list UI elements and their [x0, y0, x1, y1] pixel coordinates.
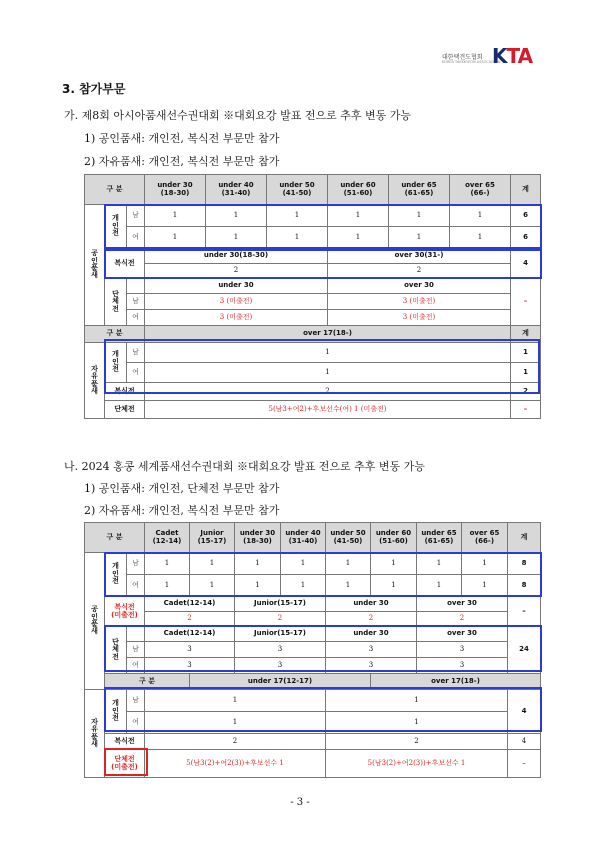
label-team: 단체전 (미출전) — [105, 750, 145, 778]
col-head: under 30 (18-30) — [145, 175, 206, 205]
total-cell: 8 — [508, 575, 541, 597]
label-male: 남 — [127, 642, 145, 658]
part-b-item-2: 2) 자유품새: 개인전, 복식전 부문만 참가 — [84, 504, 280, 517]
cell: 3 — [326, 642, 417, 658]
col-head: under 30 (18-30) — [235, 523, 281, 553]
cell: 1 — [206, 227, 267, 249]
label-gongin-poomsae: 공 인 품 새 — [85, 205, 105, 326]
cell: 3 — [235, 642, 326, 658]
cell: 3 — [417, 642, 508, 658]
cell: 1 — [235, 575, 281, 597]
col-head: under 50 (41-50) — [267, 175, 328, 205]
cell: 1 — [326, 575, 371, 597]
total-cell: – — [508, 750, 541, 778]
part-a-title: 가. 제8회 아시아품새선수권대회 ※대회요강 발표 전으로 추후 변동 가능 — [64, 109, 411, 122]
cell: 1 — [450, 227, 511, 249]
total-cell: 6 — [511, 227, 541, 249]
cell: 1 — [145, 205, 206, 227]
label-pairs: 복식전 (미출전) — [105, 597, 145, 627]
group-head: over 30 — [328, 279, 511, 294]
label-male: 남 — [127, 294, 145, 310]
cell: 1 — [267, 205, 328, 227]
col-head: under 17(12-17) — [190, 674, 371, 690]
label-individual: 개 인 전 — [105, 690, 127, 734]
cell: 1 — [417, 575, 462, 597]
col-head: under 65 (61-65) — [417, 523, 462, 553]
cell: 1 — [326, 712, 508, 734]
cell: 1 — [328, 227, 389, 249]
cell: 1 — [145, 227, 206, 249]
total-cell: 24 — [508, 627, 541, 674]
cell: 5(남3(2)+여2(3))+후보선수 1 — [145, 750, 326, 778]
cell: 1 — [371, 575, 417, 597]
group-head: over 30(31-) — [328, 249, 511, 264]
cell: 3 — [145, 658, 235, 674]
label-male: 남 — [127, 205, 145, 227]
group-head: over 30 — [417, 627, 508, 642]
total-cell: – — [508, 597, 541, 627]
label-individual: 개 인 전 — [105, 553, 127, 597]
cell: 3 (미출전) — [145, 310, 328, 326]
total-cell: – — [511, 279, 541, 326]
col-head: under 60 (51-60) — [371, 523, 417, 553]
group-head: Junior(15-17) — [235, 597, 326, 612]
cell: 2 — [326, 612, 417, 627]
label-pairs: 복식전 — [105, 383, 145, 401]
col-head: over 17(18-) — [371, 674, 541, 690]
cell: 1 — [462, 553, 508, 575]
cell: 2 — [145, 734, 326, 750]
label-male: 남 — [127, 690, 145, 712]
header-total: 계 — [508, 523, 541, 553]
cell: 3 — [235, 658, 326, 674]
cell: 1 — [326, 553, 371, 575]
cell: 1 — [389, 205, 450, 227]
group-head: under 30 — [145, 279, 328, 294]
group-head: Cadet(12-14) — [145, 597, 235, 612]
cell: 1 — [190, 575, 235, 597]
logo-org-name: 대한택견도협회 — [442, 54, 483, 61]
logo-mark: KTA — [492, 44, 533, 68]
page-number: - 3 - — [290, 797, 310, 808]
header-gubun: 구 분 — [85, 326, 145, 343]
cell: 1 — [389, 227, 450, 249]
cell: 2 — [145, 383, 511, 401]
label-individual: 개 인 전 — [105, 343, 127, 383]
col-head: over 65 (66-) — [462, 523, 508, 553]
logo-org-sub: KOREA TAEKKYEON ASSOCIATION — [442, 60, 501, 64]
group-head: Cadet(12-14) — [145, 627, 235, 642]
cell: 1 — [417, 553, 462, 575]
header-gubun: 구 분 — [105, 674, 190, 690]
cell: 1 — [328, 205, 389, 227]
cell: 2 — [328, 264, 511, 279]
part-b-item-1: 1) 공인품새: 개인전, 단체전 부문만 참가 — [84, 482, 280, 495]
col-head: under 40 (31-40) — [206, 175, 267, 205]
cell: 2 — [417, 612, 508, 627]
cell: 3 (미출전) — [328, 310, 511, 326]
cell: 1 — [326, 690, 508, 712]
header-total: 계 — [511, 175, 541, 205]
col-head: under 65 (61-65) — [389, 175, 450, 205]
cell: 1 — [145, 553, 190, 575]
cell: 1 — [206, 205, 267, 227]
cell: 1 — [145, 575, 190, 597]
cell: 1 — [145, 712, 326, 734]
cell: 1 — [281, 575, 326, 597]
part-a-item-2: 2) 자유품새: 개인전, 복식전 부문만 참가 — [84, 155, 280, 168]
col-head: over 65 (66-) — [450, 175, 511, 205]
total-cell: 4 — [508, 734, 541, 750]
cell: 1 — [450, 205, 511, 227]
col-head: Cadet (12-14) — [145, 523, 190, 553]
cell: 2 — [145, 264, 328, 279]
cell: 1 — [145, 343, 511, 363]
label-team: 단 체 전 — [105, 279, 127, 326]
cell: 2 — [326, 734, 508, 750]
col-head: under 50 (41-50) — [326, 523, 371, 553]
label-female: 여 — [127, 658, 145, 674]
cell: 2 — [145, 612, 235, 627]
total-cell: 1 — [511, 343, 541, 363]
part-b-title: 나. 2024 홍콩 세계품새선수권대회 ※대회요강 발표 전으로 추후 변동 가능 — [64, 460, 425, 473]
cell: 3 — [145, 642, 235, 658]
total-cell: – — [511, 401, 541, 419]
group-head: under 30(18-30) — [145, 249, 328, 264]
total-cell: 8 — [508, 553, 541, 575]
label-female: 여 — [127, 712, 145, 734]
label-free-poomsae: 자 유 품 새 — [85, 690, 105, 778]
col-head: under 60 (51-60) — [328, 175, 389, 205]
cell: 1 — [145, 363, 511, 383]
header-gubun: 구 분 — [85, 175, 145, 205]
cell: 5(남3(2)+여2(3))+후보선수 1 — [326, 750, 508, 778]
cell: 1 — [371, 553, 417, 575]
label-female: 여 — [127, 575, 145, 597]
label-team: 단 체 전 — [105, 627, 127, 674]
label-pairs: 복식전 — [105, 734, 145, 750]
group-head: under 30 — [326, 597, 417, 612]
cell: 3 (미출전) — [145, 294, 328, 310]
part-a-item-1: 1) 공인품새: 개인전, 복식전 부문만 참가 — [84, 132, 280, 145]
label-individual: 개 인 전 — [105, 205, 127, 249]
label-pairs: 복식전 — [105, 249, 145, 279]
cell: 1 — [145, 690, 326, 712]
table-world-championship — [84, 522, 541, 778]
cell: 3 (미출전) — [328, 294, 511, 310]
total-cell: 4 — [511, 249, 541, 279]
label-team: 단체전 — [105, 401, 145, 419]
group-head: under 30 — [326, 627, 417, 642]
cell: 1 — [190, 553, 235, 575]
label-male: 남 — [127, 343, 145, 363]
label-free-poomsae: 자 유 품 새 — [85, 343, 105, 419]
label-male: 남 — [127, 553, 145, 575]
col-head: over 17(18-) — [145, 326, 511, 343]
label-female: 여 — [127, 227, 145, 249]
header-total: 계 — [511, 326, 541, 343]
section-title: 3. 참가부문 — [62, 82, 126, 96]
table-asia-championship — [84, 174, 541, 419]
cell: 5(남3+여2)+후보선수(여) 1 (미출전) — [145, 401, 511, 419]
cell: 1 — [267, 227, 328, 249]
header-gubun: 구 분 — [85, 523, 145, 553]
total-cell: 6 — [511, 205, 541, 227]
association-logo — [420, 44, 533, 72]
group-head: over 30 — [417, 597, 508, 612]
label-female: 여 — [127, 363, 145, 383]
cell: 1 — [462, 575, 508, 597]
label-gongin-poomsae: 공 인 품 새 — [85, 553, 105, 690]
cell: 2 — [235, 612, 326, 627]
cell: 1 — [281, 553, 326, 575]
total-cell: 4 — [508, 690, 541, 734]
col-head: under 40 (31-40) — [281, 523, 326, 553]
group-head: Junior(15-17) — [235, 627, 326, 642]
cell: 3 — [326, 658, 417, 674]
label-female: 여 — [127, 310, 145, 326]
cell: 3 — [417, 658, 508, 674]
total-cell: 2 — [511, 383, 541, 401]
col-head: Junior (15-17) — [190, 523, 235, 553]
cell: 1 — [235, 553, 281, 575]
total-cell: 1 — [511, 363, 541, 383]
